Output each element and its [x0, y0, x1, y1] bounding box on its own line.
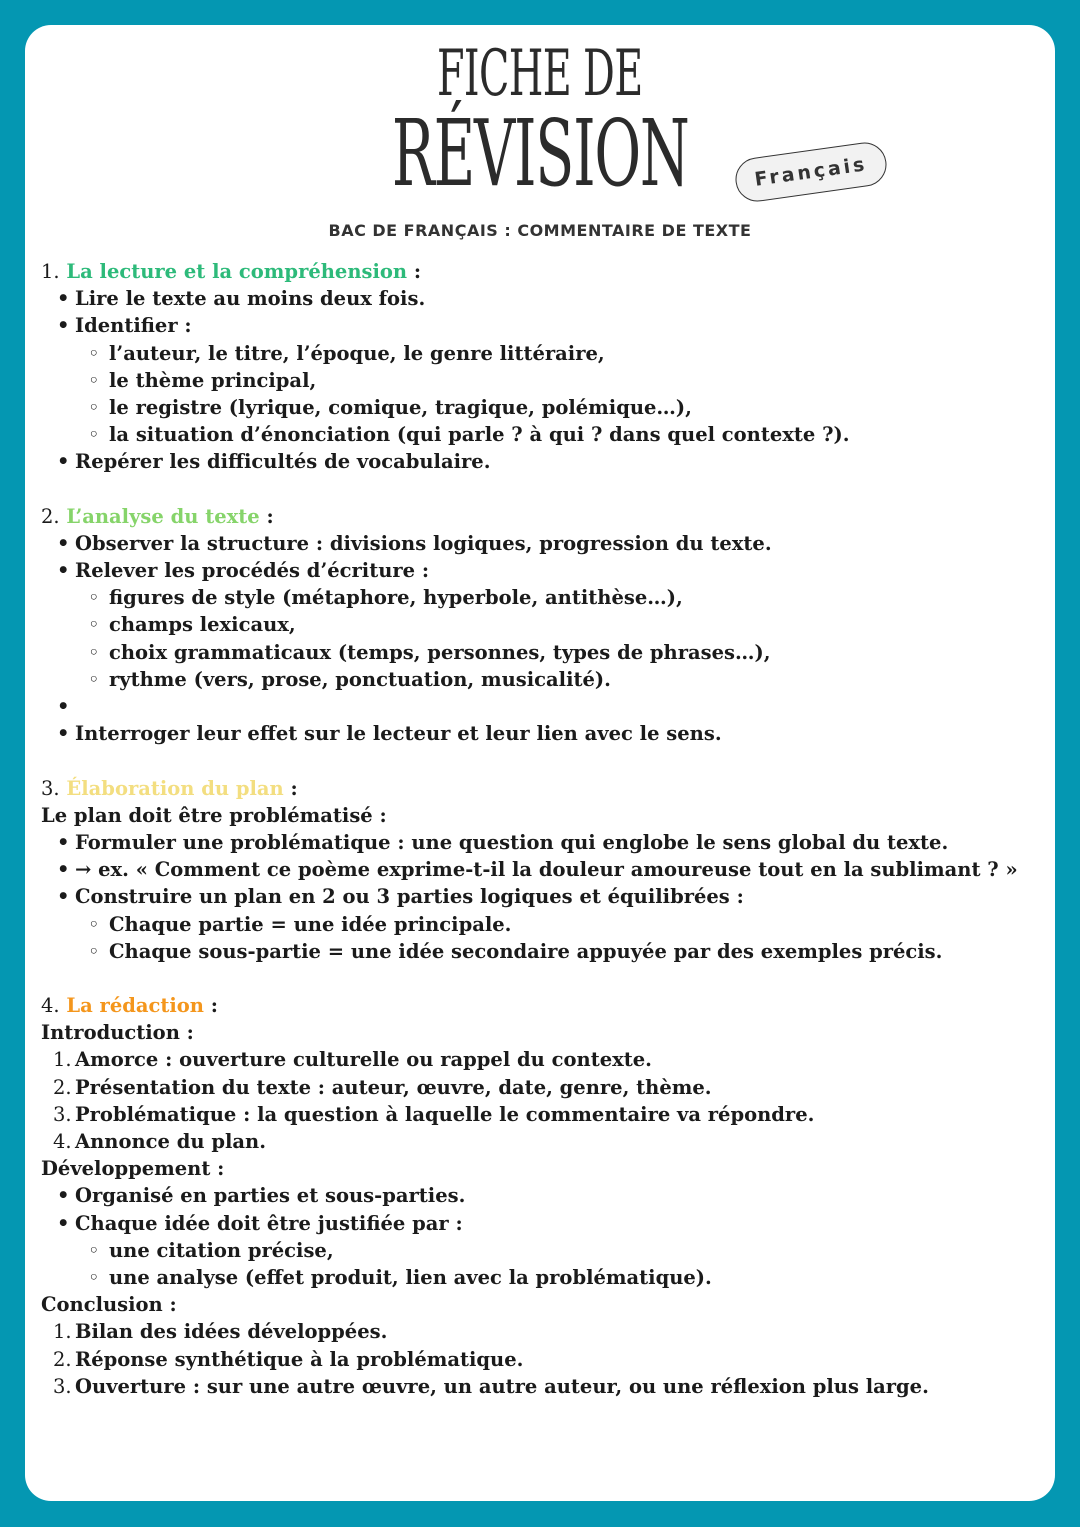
- numbered-item: [41, 1128, 1041, 1155]
- bullet-item: • → ex. « Comment ce poème exprime-t-il la douleur amoureuse tout en la sublimant ? »: [41, 856, 1041, 883]
- spacer: [41, 476, 1041, 503]
- item-text: Problématique : la question à laquelle le commentaire va répondre.: [75, 1102, 815, 1126]
- item-text: Présentation du texte : auteur, œuvre, date, genre, thème.: [75, 1075, 712, 1099]
- text-line: Introduction :: [41, 1021, 194, 1045]
- numbered-item: [41, 1046, 1041, 1073]
- section-title: Élaboration du plan: [66, 776, 284, 800]
- heading-colon: :: [203, 994, 218, 1018]
- sub-bullet-item: ◦ le thème principal,: [41, 367, 1041, 394]
- bullet-item: • Observer la structure : divisions logiques, progression du texte.: [41, 530, 1041, 557]
- item-number: 3.: [53, 1374, 72, 1398]
- bullet-item: • Formuler une problématique : une question qui englobe le sens global du texte.: [41, 829, 1041, 856]
- item-text: Réponse synthétique à la problématique.: [75, 1347, 524, 1371]
- title-line-1: FICHE DE: [437, 37, 643, 111]
- text-line: Le plan doit être problématisé :: [41, 803, 387, 827]
- numbered-item: [41, 1318, 1041, 1345]
- sub-bullet-item: ◦ une citation précise,: [41, 1237, 1041, 1264]
- section-title: L’analyse du texte: [66, 504, 260, 528]
- item-number: 1.: [53, 1320, 72, 1344]
- section-heading: [41, 775, 1041, 802]
- section-heading: [41, 992, 1041, 1019]
- section-number: 2.: [41, 504, 60, 528]
- section-heading: [41, 503, 1041, 530]
- numbered-item: [41, 1074, 1041, 1101]
- bullet-item: [41, 693, 1041, 720]
- item-text: Bilan des idées développées.: [75, 1320, 388, 1344]
- bullet-item: • Organisé en parties et sous-parties.: [41, 1182, 1041, 1209]
- section-title: La rédaction: [66, 994, 204, 1018]
- item-number: 2.: [53, 1075, 72, 1099]
- spacer: [41, 747, 1041, 774]
- sub-bullet-item: ◦ choix grammaticaux (temps, personnes, types de phrases…),: [41, 639, 1041, 666]
- sub-bullet-item: ◦ figures de style (métaphore, hyperbole, antithèse…),: [41, 584, 1041, 611]
- bullet-item: • Chaque idée doit être justifiée par :: [41, 1210, 1041, 1237]
- title-line-1-wrap: [0, 37, 1080, 111]
- item-number: 4.: [53, 1130, 72, 1153]
- item-text: Amorce : ouverture culturelle ou rappel du contexte.: [75, 1048, 652, 1072]
- item-number: 1.: [53, 1048, 72, 1072]
- bullet-item: • Construire un plan en 2 ou 3 parties logiques et équilibrées :: [41, 883, 1041, 910]
- bullet-item: • Relever les procédés d’écriture :: [41, 557, 1041, 584]
- section-title: La lecture et la compréhension: [66, 260, 408, 283]
- page-subtitle: BAC DE FRANÇAIS : COMMENTAIRE DE TEXTE: [328, 221, 752, 240]
- heading-colon: :: [407, 260, 422, 283]
- spacer: [41, 965, 1041, 992]
- title-line-2: RÉVISION: [391, 100, 689, 207]
- sub-bullet-item: ◦ le registre (lyrique, comique, tragique, polémique…),: [41, 394, 1041, 421]
- text-line: Conclusion :: [41, 1293, 177, 1317]
- sub-bullet-item: ◦ Chaque sous-partie = une idée secondaire appuyée par des exemples précis.: [41, 938, 1041, 965]
- heading-colon: :: [283, 776, 298, 800]
- bullet-item: • Interroger leur effet sur le lecteur et leur lien avec le sens.: [41, 720, 1041, 747]
- numbered-item: [41, 1373, 1041, 1400]
- content: [41, 258, 1041, 1400]
- item-number: 2.: [53, 1347, 72, 1371]
- item-text: Annonce du plan.: [75, 1130, 266, 1153]
- bullet-item: • Repérer les difficultés de vocabulaire.: [41, 448, 1041, 475]
- bullet-item: • Lire le texte au moins deux fois.: [41, 285, 1041, 312]
- section-heading: [41, 258, 1041, 285]
- sub-bullet-item: ◦ champs lexicaux,: [41, 611, 1041, 638]
- title-line-2-wrap: [0, 100, 1080, 207]
- heading-colon: :: [259, 504, 274, 528]
- section-number: 4.: [41, 994, 60, 1018]
- sub-bullet-item: ◦ l’auteur, le titre, l’époque, le genre littéraire,: [41, 340, 1041, 367]
- section-number: 1.: [41, 260, 60, 283]
- item-number: 3.: [53, 1102, 72, 1126]
- text-line: Développement :: [41, 1157, 225, 1181]
- subject-badge: Français: [733, 140, 890, 205]
- sub-bullet-item: ◦ rythme (vers, prose, ponctuation, musicalité).: [41, 666, 1041, 693]
- item-text: Ouverture : sur une autre œuvre, un autre auteur, ou une réflexion plus large.: [75, 1374, 929, 1398]
- section-number: 3.: [41, 776, 60, 800]
- sub-bullet-item: ◦ Chaque partie = une idée principale.: [41, 911, 1041, 938]
- sub-bullet-item: ◦ la situation d’énonciation (qui parle ? à qui ? dans quel contexte ?).: [41, 421, 1041, 448]
- numbered-item: [41, 1101, 1041, 1128]
- bullet-item: • Identifier :: [41, 312, 1041, 339]
- numbered-item: [41, 1346, 1041, 1373]
- sub-bullet-item: ◦ une analyse (effet produit, lien avec la problématique).: [41, 1264, 1041, 1291]
